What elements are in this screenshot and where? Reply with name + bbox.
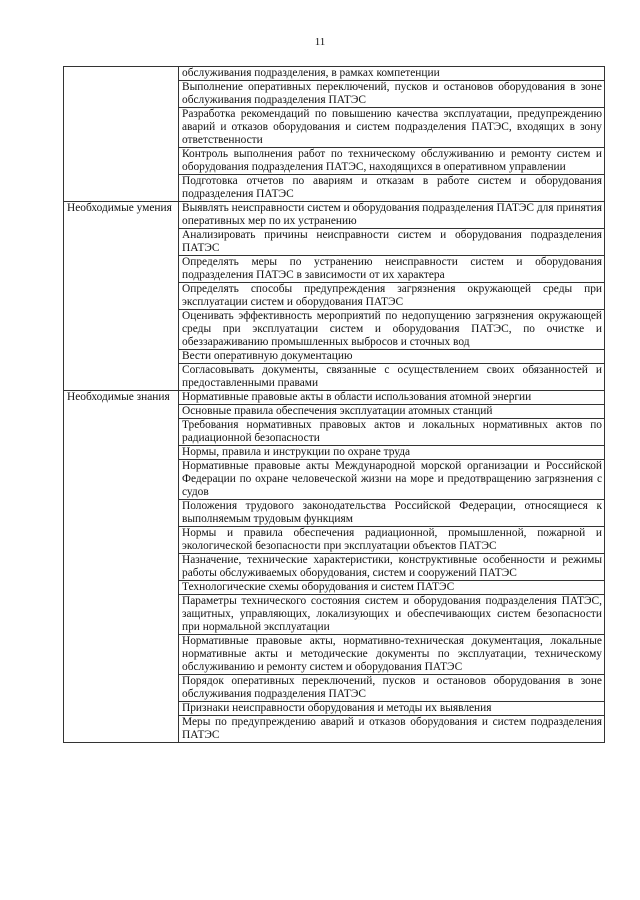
list-item: Выявлять неисправности систем и оборудования подразделения ПАТЭС для принятия оперативных мер по их устранению — [179, 202, 605, 229]
list-item: обслуживания подразделения, в рамках компетенции — [179, 67, 605, 81]
list-item: Меры по предупреждению аварий и отказов оборудования и систем подразделения ПАТЭС — [179, 716, 605, 743]
list-item: Положения трудового законодательства Российской Федерации, относящиеся к выполняемым трудовым функциям — [179, 500, 605, 527]
table-row — [64, 67, 605, 81]
list-item: Нормативные правовые акты Международной морской организации и Российской Федерации по охране человеческой жизни на море и предотвращению загрязнения с судов — [179, 460, 605, 500]
list-item: Порядок оперативных переключений, пусков и остановов оборудования в зоне обслуживания подразделения ПАТЭС — [179, 675, 605, 702]
list-item: Параметры технического состояния систем и оборудования подразделения ПАТЭС, защитных, управляющих, локализующих и обеспечивающих систем безопасности при нормальной эксплуатации — [179, 595, 605, 635]
list-item: Выполнение оперативных переключений, пусков и остановов оборудования в зоне обслуживания подразделения ПАТЭС — [179, 81, 605, 108]
empty-label-cell — [64, 67, 179, 202]
list-item: Вести оперативную документацию — [179, 350, 605, 364]
list-item: Признаки неисправности оборудования и методы их выявления — [179, 702, 605, 716]
list-item: Основные правила обеспечения эксплуатации атомных станций — [179, 405, 605, 419]
list-item: Нормы и правила обеспечения радиационной, промышленной, пожарной и экологической безопасности при эксплуатации объектов ПАТЭС — [179, 527, 605, 554]
list-item: Разработка рекомендаций по повышению качества эксплуатации, предупреждению аварий и отказов оборудования и систем подразделения ПАТЭС, входящих в зону ответственности — [179, 108, 605, 148]
list-item: Назначение, технические характеристики, конструктивные особенности и режимы работы обслуживаемых оборудования, систем и сооружений ПАТЭС — [179, 554, 605, 581]
knowledge-label: Необходимые знания — [64, 391, 179, 743]
list-item: Оценивать эффективность мероприятий по недопущению загрязнения окружающей среды при эксплуатации систем и оборудования ПАТЭС, по очистке и обеззараживанию промышленных выбросов и сточных вод — [179, 310, 605, 350]
table-row — [64, 202, 605, 229]
skills-label: Необходимые умения — [64, 202, 179, 391]
list-item: Анализировать причины неисправности систем и оборудования подразделения ПАТЭС — [179, 229, 605, 256]
page-number: 11 — [314, 36, 326, 48]
list-item: Определять меры по устранению неисправности систем и оборудования подразделения ПАТЭС в зависимости от их характера — [179, 256, 605, 283]
list-item: Согласовывать документы, связанные с осуществлением своих обязанностей и предоставленными правами — [179, 364, 605, 391]
table-row — [64, 391, 605, 405]
list-item: Определять способы предупреждения загрязнения окружающей среды при эксплуатации систем и оборудования ПАТЭС — [179, 283, 605, 310]
list-item: Нормы, правила и инструкции по охране труда — [179, 446, 605, 460]
list-item: Требования нормативных правовых актов и локальных нормативных актов по радиационной безопасности — [179, 419, 605, 446]
list-item: Нормативные правовые акты в области использования атомной энергии — [179, 391, 605, 405]
list-item: Нормативные правовые акты, нормативно-техническая документация, локальные нормативные акты и методические документы по эксплуатации, техническому обслуживанию и ремонту систем и оборудования ПАТЭС — [179, 635, 605, 675]
list-item: Подготовка отчетов по авариям и отказам в работе систем и оборудования подразделения ПАТЭС — [179, 175, 605, 202]
list-item: Контроль выполнения работ по техническому обслуживанию и ремонту систем и оборудования подразделения ПАТЭС, находящихся в оперативном управлении — [179, 148, 605, 175]
list-item: Технологические схемы оборудования и систем ПАТЭС — [179, 581, 605, 595]
qualification-table — [63, 66, 605, 743]
